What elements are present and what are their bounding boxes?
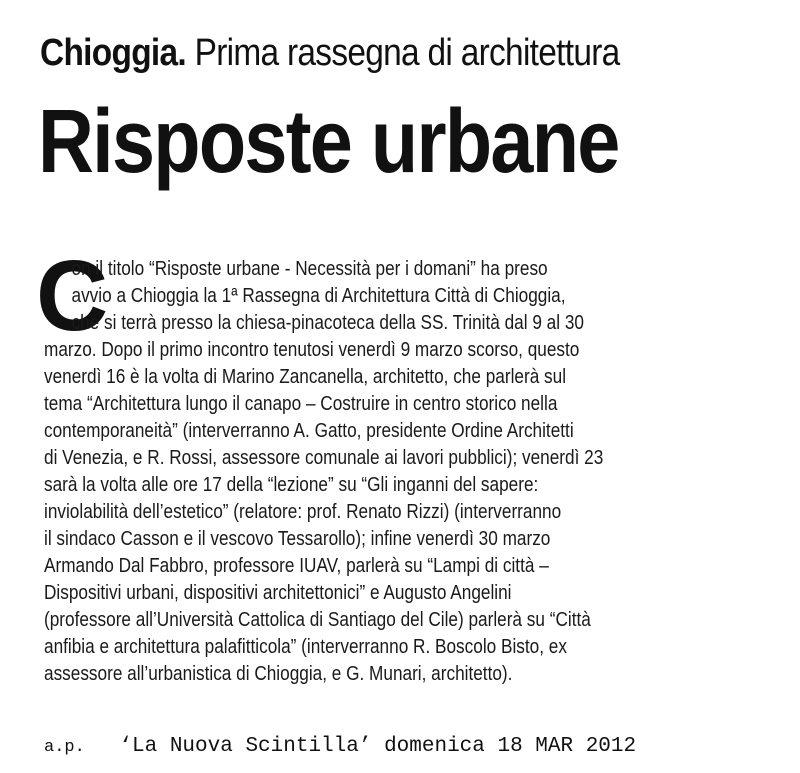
body-line: che si terrà presso la chiesa-pinacoteca della SS. Trinità dal 9 al 30 (71, 312, 584, 334)
body-line: (professore all’Università Cattolica di Santiago del Cile) parlerà su “Città (44, 609, 591, 631)
body-line: di Venezia, e R. Rossi, assessore comunale ai lavori pubblici); venerdì 23 (44, 447, 604, 469)
body-line: il sindaco Casson e il vescovo Tessarollo); infine venerdì 30 marzo (44, 528, 551, 550)
body-line: on il titolo “Risposte urbane - Necessità per i domani” ha preso (71, 258, 548, 280)
kicker-subtitle: Prima rassegna di architettura (194, 32, 620, 74)
body-line: anfibia e architettura palafitticola” (interverranno R. Boscolo Bisto, ex (44, 636, 567, 658)
drop-cap: C (36, 240, 109, 352)
body-line: avvio a Chioggia la 1ª Rassegna di Architettura Città di Chioggia, (71, 285, 566, 307)
body-line: sarà la volta alle ore 17 della “lezione” su “Gli inganni del sapere: (44, 474, 539, 496)
article-kicker (40, 30, 691, 76)
body-line: assessore all’urbanistica di Chioggia, e G. Munari, architetto). (44, 663, 513, 685)
source-footer (44, 733, 784, 762)
body-line: tema “Architettura lungo il canapo – Costruire in centro storico nella (44, 393, 558, 415)
author-initials: a.p. (44, 738, 85, 757)
kicker-place: Chioggia. (40, 32, 186, 74)
body-line: Dispositivi urbani, dispositivi architettonici” e Augusto Angelini (44, 582, 512, 604)
body-line: contemporaneità” (interverranno A. Gatto, presidente Ordine Architetti (44, 420, 574, 442)
body-line: Armando Dal Fabbro, professore IUAV, parlerà su “Lampi di città – (44, 555, 549, 577)
article-headline: Risposte urbane (38, 92, 619, 192)
body-line: marzo. Dopo il primo incontro tenutosi venerdì 9 marzo scorso, questo (44, 339, 580, 361)
body-line: venerdì 16 è la volta di Marino Zancanella, architetto, che parlerà sul (44, 366, 567, 388)
article-body (36, 240, 784, 688)
source-citation: ‘La Nuova Scintilla’ domenica 18 MAR 2012 (119, 735, 637, 758)
body-line: inviolabilità dell’estetico” (relatore: prof. Renato Rizzi) (interverranno (44, 501, 562, 523)
